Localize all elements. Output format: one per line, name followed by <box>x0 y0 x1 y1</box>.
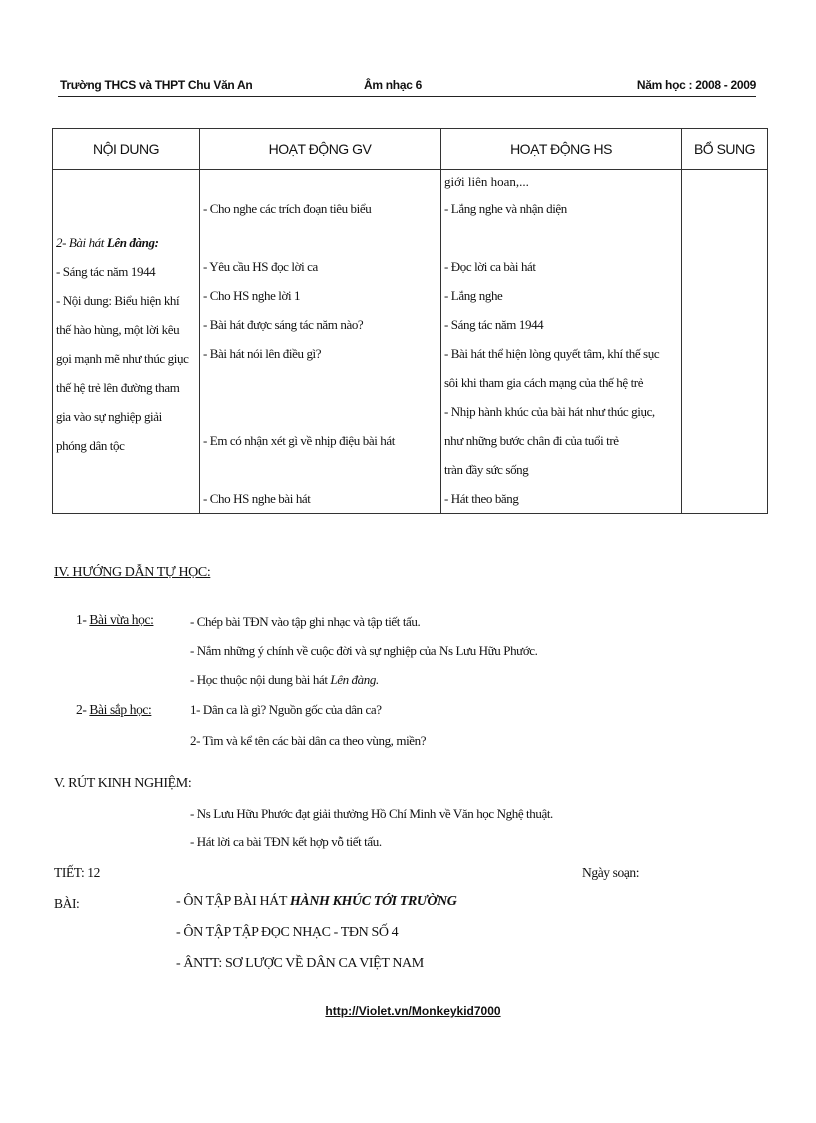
header-teacher-activity: HOẠT ĐỘNG GV <box>200 129 441 170</box>
teacher-line: - Bài hát nói lên điều gì? <box>203 346 322 361</box>
student-activity-cell <box>441 170 682 514</box>
student-line: - Nhịp hành khúc của bài hát như thúc giục, <box>444 404 655 419</box>
lesson-activity-table <box>52 128 768 514</box>
footer-url: http://Violet.vn/Monkeykid7000 <box>325 1004 501 1018</box>
content-line: thế hào hùng, một lời kêu <box>56 322 180 337</box>
teacher-line: - Em có nhận xét gì về nhịp điệu bài hát <box>203 433 395 448</box>
item-1-line: - Nắm những ý chính về cuộc đời và sự nghiệp của Ns Lưu Hữu Phước. <box>190 643 538 658</box>
student-line: - Hát theo băng <box>444 491 519 506</box>
footer <box>0 1004 816 1018</box>
teacher-activity-cell <box>200 170 441 514</box>
experience-line: - Ns Lưu Hữu Phước đạt giải thưởng Hồ Chí Minh về Văn học Nghệ thuật. <box>190 806 553 821</box>
student-line: - Lắng nghe và nhận diện <box>444 201 567 216</box>
content-line: gia vào sự nghiệp giải <box>56 409 162 424</box>
header-content: NỘI DUNG <box>53 129 200 170</box>
student-line: - Sáng tác năm 1944 <box>444 317 544 332</box>
item-2-line: 2- Tìm và kể tên các bài dân ca theo vùng, miền? <box>190 733 427 748</box>
section-4-title: IV. HƯỚNG DẪN TỰ HỌC: <box>54 565 211 580</box>
experience-line: - Hát lời ca bài TĐN kết hợp vỗ tiết tấu. <box>190 834 382 849</box>
content-line: thế hệ trẻ lên đường tham <box>56 380 180 395</box>
content-cell <box>53 170 200 514</box>
subject-name: Âm nhạc 6 <box>364 78 422 92</box>
page-header <box>58 76 756 97</box>
school-year: Năm học : 2008 - 2009 <box>636 78 756 92</box>
student-line: sôi khi tham gia cách mạng của thế hệ trẻ <box>444 375 644 390</box>
student-line: như những bước chân đi của tuổi trẻ <box>444 433 619 448</box>
lesson-number: TIẾT: 12 <box>54 865 100 880</box>
header-student-activity: HOẠT ĐỘNG HS <box>441 129 682 170</box>
song-title: 2- Bài hát Lên đàng: <box>56 235 159 250</box>
item-1-line: - Học thuộc nội dung bài hát Lên đàng. <box>190 672 379 687</box>
teacher-line: - Bài hát được sáng tác năm nào? <box>203 317 364 332</box>
notes-cell <box>682 170 768 514</box>
section-5-title: V. RÚT KINH NGHIỆM: <box>54 776 192 791</box>
content-line: - Nội dung: Biểu hiện khí <box>56 293 180 308</box>
student-line: - Bài hát thể hiện lòng quyết tâm, khí thế sục <box>444 346 660 361</box>
item-2-line: 1- Dân ca là gì? Nguồn gốc của dân ca? <box>190 702 382 717</box>
student-line: - Đọc lời ca bài hát <box>444 259 536 274</box>
next-lesson-item: - ÔN TẬP BÀI HÁT HÀNH KHÚC TỚI TRƯỜNG <box>176 894 457 909</box>
item-2-label: 2- Bài sắp học: <box>76 702 152 717</box>
next-lesson-item: - ÔN TẬP TẬP ĐỌC NHẠC - TĐN SỐ 4 <box>176 925 399 940</box>
student-line: tràn đầy sức sống <box>444 462 529 477</box>
item-1-line: - Chép bài TĐN vào tập ghi nhạc và tập tiết tấu. <box>190 614 421 629</box>
content-line: gọi mạnh mẽ như thúc giục <box>56 351 189 366</box>
item-1-label: 1- Bài vừa học: <box>76 612 154 627</box>
school-name: Trường THCS và THPT Chu Văn An <box>60 78 253 92</box>
student-line: - Lắng nghe <box>444 288 503 303</box>
teacher-line: - Cho nghe các trích đoạn tiêu biểu <box>203 201 372 216</box>
teacher-line: - Cho HS nghe lời 1 <box>203 288 301 303</box>
next-lesson-item: - ÂNTT: SƠ LƯỢC VỀ DÂN CA VIỆT NAM <box>176 956 424 971</box>
table-header-row <box>53 129 768 170</box>
content-line: phóng dân tộc <box>56 438 125 453</box>
student-line: giới liên hoan,... <box>444 174 529 189</box>
header-notes: BỔ SUNG <box>682 129 768 170</box>
lesson-label: BÀI: <box>54 896 80 911</box>
teacher-line: - Yêu cầu HS đọc lời ca <box>203 259 318 274</box>
table-row <box>53 170 768 514</box>
content-line: - Sáng tác năm 1944 <box>56 264 156 279</box>
teacher-line: - Cho HS nghe bài hát <box>203 491 311 506</box>
date-prepared-label: Ngày soạn: <box>582 865 640 880</box>
